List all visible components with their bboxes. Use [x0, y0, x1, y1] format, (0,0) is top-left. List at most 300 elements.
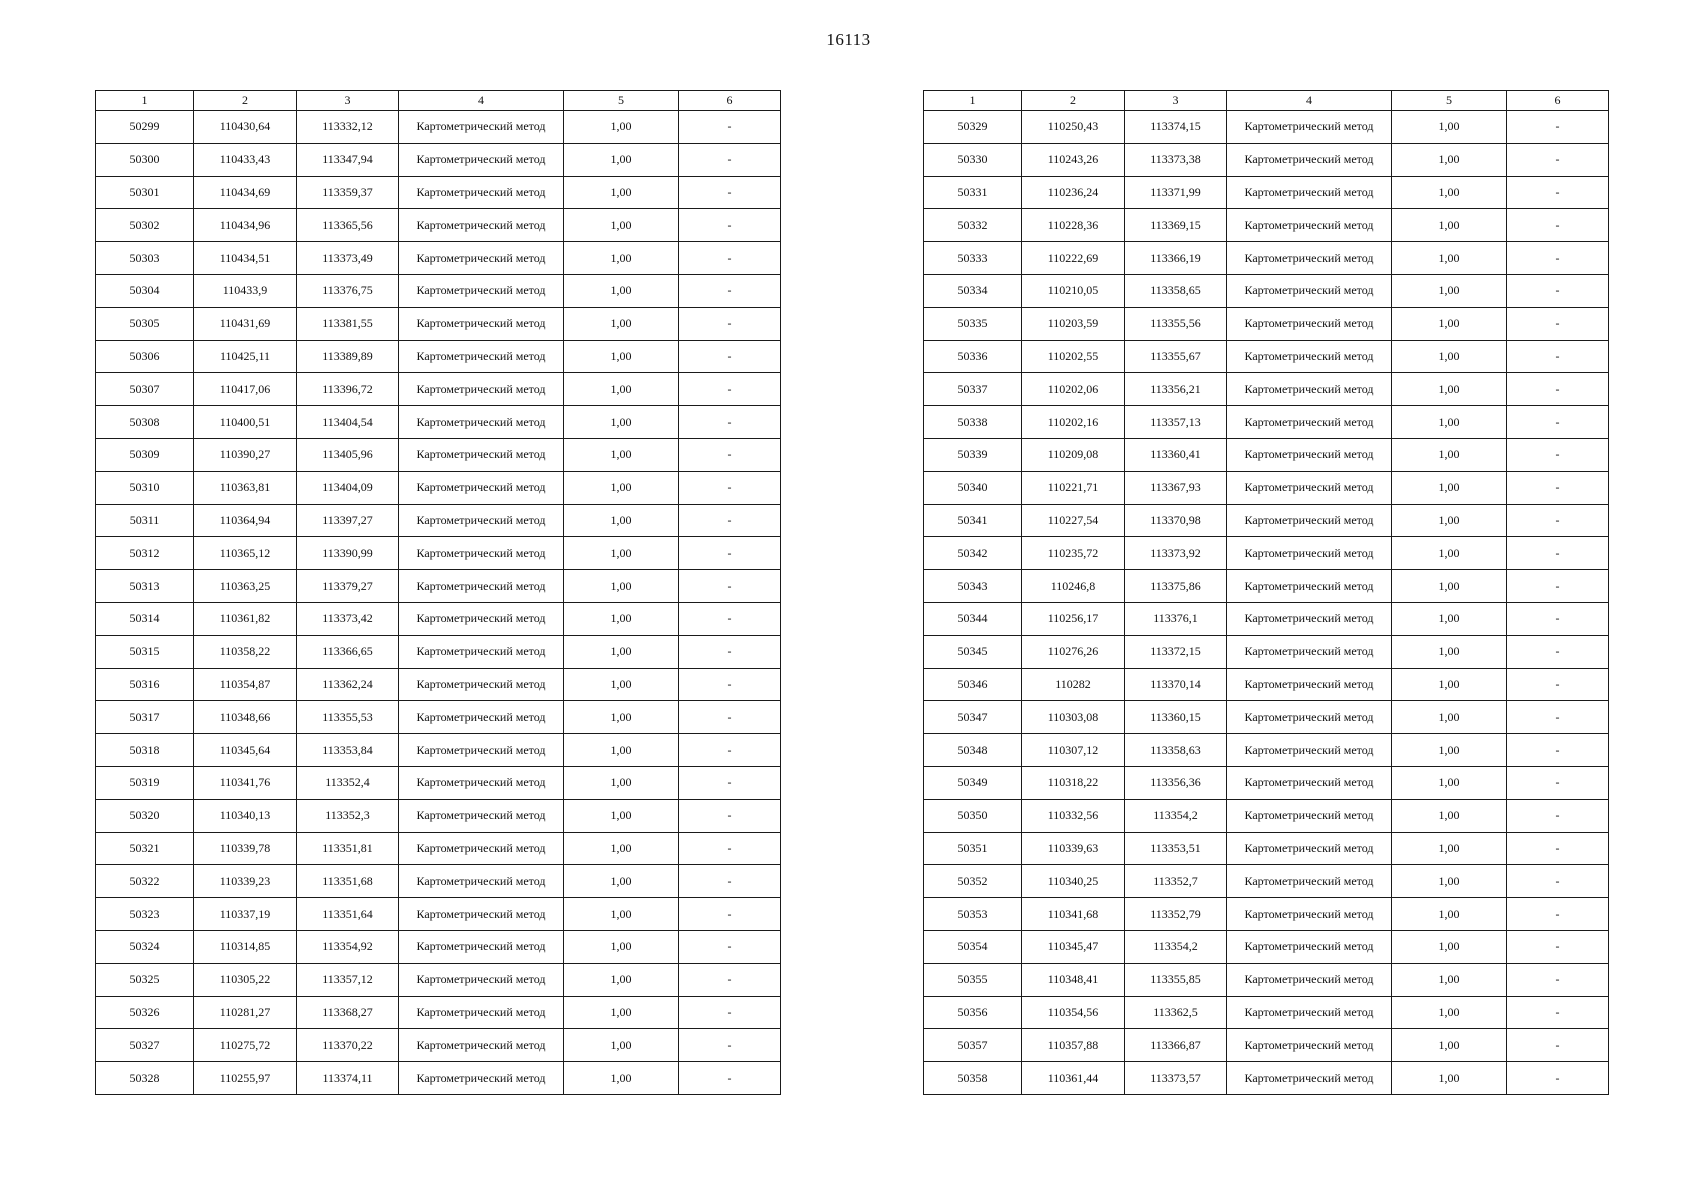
point-number-cell: 50355 [924, 963, 1022, 996]
accuracy-cell: 1,00 [564, 373, 679, 406]
accuracy-cell: 1,00 [1392, 504, 1507, 537]
x-coordinate-cell: 110363,25 [194, 570, 297, 603]
table-row [96, 307, 781, 340]
method-cell: Картометрический метод [1227, 832, 1392, 865]
x-coordinate-cell: 110340,13 [194, 799, 297, 832]
column-header-5: 5 [1392, 91, 1507, 111]
method-cell: Картометрический метод [399, 537, 564, 570]
description-cell: - [1507, 340, 1609, 373]
column-header-5: 5 [564, 91, 679, 111]
x-coordinate-cell: 110339,78 [194, 832, 297, 865]
point-number-cell: 50314 [96, 602, 194, 635]
point-number-cell: 50342 [924, 537, 1022, 570]
table-row [924, 307, 1609, 340]
x-coordinate-cell: 110434,69 [194, 176, 297, 209]
table-row [924, 570, 1609, 603]
method-cell: Картометрический метод [399, 766, 564, 799]
description-cell: - [1507, 471, 1609, 504]
point-number-cell: 50353 [924, 898, 1022, 931]
description-cell: - [1507, 438, 1609, 471]
description-cell: - [679, 832, 781, 865]
y-coordinate-cell: 113353,51 [1125, 832, 1227, 865]
point-number-cell: 50358 [924, 1062, 1022, 1095]
method-cell: Картометрический метод [399, 602, 564, 635]
point-number-cell: 50356 [924, 996, 1022, 1029]
point-number-cell: 50300 [96, 143, 194, 176]
y-coordinate-cell: 113405,96 [297, 438, 399, 471]
column-header-1: 1 [924, 91, 1022, 111]
x-coordinate-cell: 110345,47 [1022, 930, 1125, 963]
description-cell: - [1507, 996, 1609, 1029]
table-row [96, 799, 781, 832]
x-coordinate-cell: 110221,71 [1022, 471, 1125, 504]
method-cell: Картометрический метод [399, 1029, 564, 1062]
description-cell: - [679, 668, 781, 701]
table-row [924, 274, 1609, 307]
description-cell: - [1507, 274, 1609, 307]
y-coordinate-cell: 113352,3 [297, 799, 399, 832]
method-cell: Картометрический метод [399, 996, 564, 1029]
description-cell: - [1507, 209, 1609, 242]
x-coordinate-cell: 110361,44 [1022, 1062, 1125, 1095]
point-number-cell: 50299 [96, 111, 194, 144]
table-row [96, 865, 781, 898]
y-coordinate-cell: 113355,56 [1125, 307, 1227, 340]
description-cell: - [1507, 602, 1609, 635]
y-coordinate-cell: 113366,19 [1125, 242, 1227, 275]
x-coordinate-cell: 110433,43 [194, 143, 297, 176]
point-number-cell: 50307 [96, 373, 194, 406]
description-cell: - [679, 635, 781, 668]
y-coordinate-cell: 113371,99 [1125, 176, 1227, 209]
method-cell: Картометрический метод [399, 143, 564, 176]
method-cell: Картометрический метод [1227, 734, 1392, 767]
method-cell: Картометрический метод [1227, 438, 1392, 471]
method-cell: Картометрический метод [399, 734, 564, 767]
x-coordinate-cell: 110202,16 [1022, 406, 1125, 439]
y-coordinate-cell: 113372,15 [1125, 635, 1227, 668]
accuracy-cell: 1,00 [1392, 176, 1507, 209]
description-cell: - [1507, 766, 1609, 799]
table-row [924, 176, 1609, 209]
accuracy-cell: 1,00 [1392, 143, 1507, 176]
y-coordinate-cell: 113373,49 [297, 242, 399, 275]
method-cell: Картометрический метод [1227, 668, 1392, 701]
y-coordinate-cell: 113359,37 [297, 176, 399, 209]
y-coordinate-cell: 113347,94 [297, 143, 399, 176]
method-cell: Картометрический метод [1227, 996, 1392, 1029]
description-cell: - [1507, 1029, 1609, 1062]
y-coordinate-cell: 113370,98 [1125, 504, 1227, 537]
description-cell: - [1507, 143, 1609, 176]
accuracy-cell: 1,00 [1392, 930, 1507, 963]
x-coordinate-cell: 110228,36 [1022, 209, 1125, 242]
point-number-cell: 50320 [96, 799, 194, 832]
point-number-cell: 50323 [96, 898, 194, 931]
method-cell: Картометрический метод [1227, 504, 1392, 537]
description-cell: - [1507, 176, 1609, 209]
point-number-cell: 50352 [924, 865, 1022, 898]
y-coordinate-cell: 113397,27 [297, 504, 399, 537]
table-row [96, 143, 781, 176]
point-number-cell: 50329 [924, 111, 1022, 144]
x-coordinate-cell: 110434,96 [194, 209, 297, 242]
x-coordinate-cell: 110364,94 [194, 504, 297, 537]
x-coordinate-cell: 110235,72 [1022, 537, 1125, 570]
column-header-2: 2 [1022, 91, 1125, 111]
table-row [924, 340, 1609, 373]
accuracy-cell: 1,00 [564, 898, 679, 931]
method-cell: Картометрический метод [399, 865, 564, 898]
accuracy-cell: 1,00 [564, 832, 679, 865]
table-row [96, 438, 781, 471]
y-coordinate-cell: 113404,09 [297, 471, 399, 504]
table-row [924, 143, 1609, 176]
column-header-3: 3 [297, 91, 399, 111]
method-cell: Картометрический метод [399, 832, 564, 865]
point-number-cell: 50319 [96, 766, 194, 799]
x-coordinate-cell: 110434,51 [194, 242, 297, 275]
accuracy-cell: 1,00 [1392, 274, 1507, 307]
method-cell: Картометрический метод [1227, 635, 1392, 668]
accuracy-cell: 1,00 [1392, 373, 1507, 406]
table-row [924, 504, 1609, 537]
x-coordinate-cell: 110363,81 [194, 471, 297, 504]
x-coordinate-cell: 110358,22 [194, 635, 297, 668]
column-header-4: 4 [1227, 91, 1392, 111]
x-coordinate-cell: 110282 [1022, 668, 1125, 701]
accuracy-cell: 1,00 [1392, 898, 1507, 931]
description-cell: - [679, 176, 781, 209]
accuracy-cell: 1,00 [564, 438, 679, 471]
method-cell: Картометрический метод [399, 701, 564, 734]
method-cell: Картометрический метод [1227, 143, 1392, 176]
y-coordinate-cell: 113389,89 [297, 340, 399, 373]
x-coordinate-cell: 110365,12 [194, 537, 297, 570]
description-cell: - [679, 602, 781, 635]
accuracy-cell: 1,00 [564, 307, 679, 340]
table-row [924, 668, 1609, 701]
point-number-cell: 50338 [924, 406, 1022, 439]
x-coordinate-cell: 110318,22 [1022, 766, 1125, 799]
x-coordinate-cell: 110202,55 [1022, 340, 1125, 373]
accuracy-cell: 1,00 [564, 1062, 679, 1095]
accuracy-cell: 1,00 [1392, 996, 1507, 1029]
table-row [96, 176, 781, 209]
table-row [96, 373, 781, 406]
table-row [96, 668, 781, 701]
column-header-6: 6 [1507, 91, 1609, 111]
point-number-cell: 50327 [96, 1029, 194, 1062]
point-number-cell: 50315 [96, 635, 194, 668]
y-coordinate-cell: 113355,53 [297, 701, 399, 734]
point-number-cell: 50316 [96, 668, 194, 701]
method-cell: Картометрический метод [1227, 406, 1392, 439]
description-cell: - [679, 111, 781, 144]
y-coordinate-cell: 113365,56 [297, 209, 399, 242]
x-coordinate-cell: 110433,9 [194, 274, 297, 307]
description-cell: - [679, 373, 781, 406]
point-number-cell: 50340 [924, 471, 1022, 504]
table-row [924, 373, 1609, 406]
accuracy-cell: 1,00 [564, 176, 679, 209]
page-number: 16113 [826, 30, 871, 49]
y-coordinate-cell: 113374,11 [297, 1062, 399, 1095]
y-coordinate-cell: 113354,92 [297, 930, 399, 963]
x-coordinate-cell: 110354,87 [194, 668, 297, 701]
method-cell: Картометрический метод [1227, 570, 1392, 603]
method-cell: Картометрический метод [399, 340, 564, 373]
accuracy-cell: 1,00 [564, 537, 679, 570]
x-coordinate-cell: 110332,56 [1022, 799, 1125, 832]
accuracy-cell: 1,00 [564, 766, 679, 799]
y-coordinate-cell: 113381,55 [297, 307, 399, 340]
method-cell: Картометрический метод [399, 668, 564, 701]
column-header-1: 1 [96, 91, 194, 111]
point-number-cell: 50330 [924, 143, 1022, 176]
y-coordinate-cell: 113351,81 [297, 832, 399, 865]
point-number-cell: 50343 [924, 570, 1022, 603]
method-cell: Картометрический метод [399, 406, 564, 439]
method-cell: Картометрический метод [1227, 111, 1392, 144]
table-row [96, 471, 781, 504]
method-cell: Картометрический метод [1227, 471, 1392, 504]
table-row [924, 996, 1609, 1029]
point-number-cell: 50326 [96, 996, 194, 1029]
table-row [924, 209, 1609, 242]
accuracy-cell: 1,00 [564, 799, 679, 832]
point-number-cell: 50341 [924, 504, 1022, 537]
x-coordinate-cell: 110275,72 [194, 1029, 297, 1062]
description-cell: - [679, 865, 781, 898]
y-coordinate-cell: 113376,1 [1125, 602, 1227, 635]
description-cell: - [1507, 111, 1609, 144]
point-number-cell: 50339 [924, 438, 1022, 471]
description-cell: - [679, 242, 781, 275]
column-header-6: 6 [679, 91, 781, 111]
accuracy-cell: 1,00 [1392, 799, 1507, 832]
table-row [96, 701, 781, 734]
table-row [924, 963, 1609, 996]
description-cell: - [1507, 635, 1609, 668]
accuracy-cell: 1,00 [564, 143, 679, 176]
accuracy-cell: 1,00 [564, 1029, 679, 1062]
description-cell: - [1507, 832, 1609, 865]
table-row [96, 274, 781, 307]
description-cell: - [1507, 242, 1609, 275]
point-number-cell: 50331 [924, 176, 1022, 209]
x-coordinate-cell: 110250,43 [1022, 111, 1125, 144]
x-coordinate-cell: 110339,63 [1022, 832, 1125, 865]
point-number-cell: 50324 [96, 930, 194, 963]
y-coordinate-cell: 113352,7 [1125, 865, 1227, 898]
x-coordinate-cell: 110227,54 [1022, 504, 1125, 537]
point-number-cell: 50318 [96, 734, 194, 767]
accuracy-cell: 1,00 [564, 930, 679, 963]
table-header [924, 91, 1609, 111]
method-cell: Картометрический метод [1227, 274, 1392, 307]
description-cell: - [679, 209, 781, 242]
accuracy-cell: 1,00 [1392, 668, 1507, 701]
accuracy-cell: 1,00 [564, 668, 679, 701]
method-cell: Картометрический метод [1227, 1029, 1392, 1062]
description-cell: - [1507, 307, 1609, 340]
description-cell: - [1507, 373, 1609, 406]
x-coordinate-cell: 110222,69 [1022, 242, 1125, 275]
method-cell: Картометрический метод [1227, 340, 1392, 373]
description-cell: - [1507, 504, 1609, 537]
point-number-cell: 50305 [96, 307, 194, 340]
coordinates-table-right [923, 90, 1609, 1095]
method-cell: Картометрический метод [399, 635, 564, 668]
accuracy-cell: 1,00 [1392, 963, 1507, 996]
point-number-cell: 50328 [96, 1062, 194, 1095]
x-coordinate-cell: 110348,66 [194, 701, 297, 734]
description-cell: - [679, 406, 781, 439]
description-cell: - [679, 438, 781, 471]
table-row [924, 701, 1609, 734]
accuracy-cell: 1,00 [1392, 307, 1507, 340]
point-number-cell: 50346 [924, 668, 1022, 701]
table-row [924, 242, 1609, 275]
point-number-cell: 50348 [924, 734, 1022, 767]
table-row [96, 766, 781, 799]
method-cell: Картометрический метод [1227, 176, 1392, 209]
y-coordinate-cell: 113356,21 [1125, 373, 1227, 406]
table-body [96, 111, 781, 1095]
method-cell: Картометрический метод [399, 111, 564, 144]
table-row [924, 865, 1609, 898]
table-row [96, 930, 781, 963]
table-header [96, 91, 781, 111]
coordinates-table-left [95, 90, 781, 1095]
description-cell: - [679, 799, 781, 832]
y-coordinate-cell: 113354,2 [1125, 799, 1227, 832]
table-row [96, 537, 781, 570]
point-number-cell: 50312 [96, 537, 194, 570]
x-coordinate-cell: 110210,05 [1022, 274, 1125, 307]
description-cell: - [679, 963, 781, 996]
x-coordinate-cell: 110314,85 [194, 930, 297, 963]
point-number-cell: 50357 [924, 1029, 1022, 1062]
table-row [96, 602, 781, 635]
point-number-cell: 50336 [924, 340, 1022, 373]
y-coordinate-cell: 113356,36 [1125, 766, 1227, 799]
table-row [924, 734, 1609, 767]
accuracy-cell: 1,00 [1392, 406, 1507, 439]
y-coordinate-cell: 113376,75 [297, 274, 399, 307]
table-row [924, 799, 1609, 832]
accuracy-cell: 1,00 [1392, 570, 1507, 603]
method-cell: Картометрический метод [1227, 930, 1392, 963]
accuracy-cell: 1,00 [564, 734, 679, 767]
y-coordinate-cell: 113358,63 [1125, 734, 1227, 767]
table-row [96, 570, 781, 603]
point-number-cell: 50344 [924, 602, 1022, 635]
point-number-cell: 50310 [96, 471, 194, 504]
x-coordinate-cell: 110340,25 [1022, 865, 1125, 898]
accuracy-cell: 1,00 [564, 242, 679, 275]
accuracy-cell: 1,00 [564, 701, 679, 734]
point-number-cell: 50334 [924, 274, 1022, 307]
table-row [924, 537, 1609, 570]
y-coordinate-cell: 113366,65 [297, 635, 399, 668]
description-cell: - [679, 471, 781, 504]
x-coordinate-cell: 110303,08 [1022, 701, 1125, 734]
accuracy-cell: 1,00 [564, 471, 679, 504]
y-coordinate-cell: 113366,87 [1125, 1029, 1227, 1062]
accuracy-cell: 1,00 [1392, 438, 1507, 471]
y-coordinate-cell: 113353,84 [297, 734, 399, 767]
method-cell: Картометрический метод [399, 963, 564, 996]
table-row [924, 766, 1609, 799]
y-coordinate-cell: 113370,22 [297, 1029, 399, 1062]
point-number-cell: 50351 [924, 832, 1022, 865]
table-body [924, 111, 1609, 1095]
description-cell: - [1507, 668, 1609, 701]
method-cell: Картометрический метод [399, 438, 564, 471]
description-cell: - [1507, 701, 1609, 734]
table-row [96, 635, 781, 668]
y-coordinate-cell: 113351,64 [297, 898, 399, 931]
description-cell: - [679, 766, 781, 799]
header-row [924, 91, 1609, 111]
method-cell: Картометрический метод [399, 799, 564, 832]
accuracy-cell: 1,00 [1392, 602, 1507, 635]
y-coordinate-cell: 113373,38 [1125, 143, 1227, 176]
accuracy-cell: 1,00 [1392, 766, 1507, 799]
accuracy-cell: 1,00 [564, 865, 679, 898]
point-number-cell: 50309 [96, 438, 194, 471]
x-coordinate-cell: 110255,97 [194, 1062, 297, 1095]
y-coordinate-cell: 113360,41 [1125, 438, 1227, 471]
accuracy-cell: 1,00 [564, 996, 679, 1029]
accuracy-cell: 1,00 [1392, 1062, 1507, 1095]
x-coordinate-cell: 110305,22 [194, 963, 297, 996]
method-cell: Картометрический метод [1227, 1062, 1392, 1095]
accuracy-cell: 1,00 [564, 963, 679, 996]
table-row [924, 930, 1609, 963]
description-cell: - [679, 930, 781, 963]
description-cell: - [679, 274, 781, 307]
column-header-3: 3 [1125, 91, 1227, 111]
method-cell: Картометрический метод [399, 898, 564, 931]
method-cell: Картометрический метод [399, 209, 564, 242]
accuracy-cell: 1,00 [564, 602, 679, 635]
point-number-cell: 50301 [96, 176, 194, 209]
point-number-cell: 50354 [924, 930, 1022, 963]
point-number-cell: 50332 [924, 209, 1022, 242]
x-coordinate-cell: 110203,59 [1022, 307, 1125, 340]
method-cell: Картометрический метод [399, 274, 564, 307]
method-cell: Картометрический метод [1227, 766, 1392, 799]
y-coordinate-cell: 113352,79 [1125, 898, 1227, 931]
description-cell: - [1507, 570, 1609, 603]
y-coordinate-cell: 113355,67 [1125, 340, 1227, 373]
x-coordinate-cell: 110281,27 [194, 996, 297, 1029]
description-cell: - [679, 340, 781, 373]
point-number-cell: 50325 [96, 963, 194, 996]
y-coordinate-cell: 113374,15 [1125, 111, 1227, 144]
column-header-4: 4 [399, 91, 564, 111]
accuracy-cell: 1,00 [564, 406, 679, 439]
x-coordinate-cell: 110246,8 [1022, 570, 1125, 603]
accuracy-cell: 1,00 [564, 570, 679, 603]
description-cell: - [1507, 799, 1609, 832]
point-number-cell: 50308 [96, 406, 194, 439]
y-coordinate-cell: 113373,42 [297, 602, 399, 635]
y-coordinate-cell: 113370,14 [1125, 668, 1227, 701]
